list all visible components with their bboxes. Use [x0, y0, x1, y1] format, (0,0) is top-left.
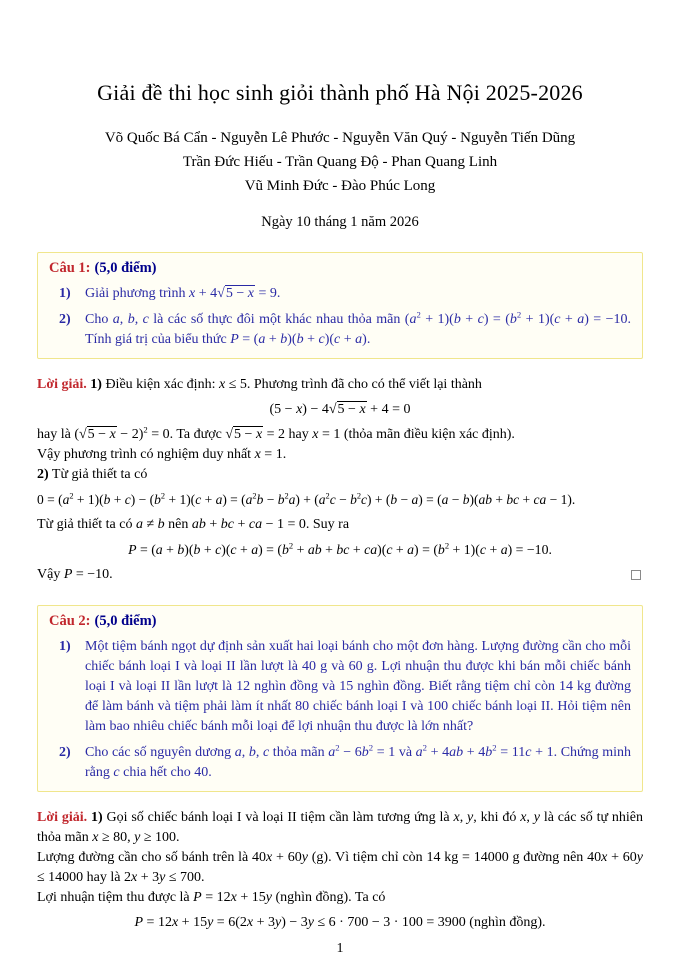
- display-equation: $0 = (a^2 + 1)(b + c) - (b^2 + 1)(c + a) = (a^2b - b^2a) + (a^2c - b^2c) + (b - a) = (a - b)(ab$ + bc + ca − 1).: [37, 491, 576, 507]
- display-equation: P = 12x + 15y = 6(2x + 3y) − 3y ≤ 6 · 700 − 3 · 100 = 3900 (nghìn đồng).: [134, 915, 546, 930]
- problem-2-item-2: [59, 743, 631, 783]
- problem-box-1: [37, 252, 643, 359]
- display-equation: $P = (a + b)(b + c)(c + a) = (b^2$ + ab + bc + $ca)(c + a) = (b^2 + 1)(c + a) = -10$.: [128, 540, 552, 557]
- problem-box-2: [37, 605, 643, 792]
- author-line: Võ Quốc Bá Cẩn - Nguyễn Lê Phước - Nguyễn Văn Quý - Nguyễn Tiến Dũng: [104, 130, 576, 146]
- item-number: 2): [59, 312, 71, 327]
- problem-2-label: Câu 2:: [49, 613, 91, 629]
- item-text: Giải phương trình x + 4√5 − x = 9.: [85, 286, 281, 301]
- problem-2-item-1: [59, 637, 631, 737]
- solution-intro-text: 1) Điều kiện xác định: x ≤ 5. Phương trình đã cho có thể viết lại thành: [90, 377, 482, 392]
- solution-2: [37, 808, 643, 933]
- problem-2-points: (5,0 điểm): [94, 613, 157, 629]
- author-list: [37, 126, 643, 198]
- solution-1: [37, 375, 643, 585]
- item-text: Cho a, b, c là các số thực đôi một khác nhau thỏa mãn $(a^2 + 1)(b + c) = (b^2 + 1)(c + a) = -10$. Tính giá trị của biểu thức P = (a + b)(b + c)(c + a).: [85, 309, 632, 347]
- solution-line: hay là $(√5 - x - 2)^2 = 0$. Ta được √5 − x = 2 hay x = 1 (thỏa mãn điều kiện xác định).: [37, 424, 515, 442]
- solution-label: Lời giải.: [37, 810, 88, 825]
- solution-line: Lượng đường cần cho số bánh trên là 40x + 60y (g). Vì tiệm chỉ còn 14 kg = 14000 g đường nên 40x + 60y ≤ 14000 hay là 2x + 3y ≤ 700.: [37, 850, 644, 885]
- author-line: Trần Đức Hiếu - Trần Quang Độ - Phan Quang Linh: [182, 154, 498, 170]
- solution-line: Từ giả thiết ta có a ≠ b nên ab + bc + ca − 1 = 0. Suy ra: [37, 517, 350, 532]
- author-line: Vũ Minh Đức - Đào Phúc Long: [244, 178, 436, 194]
- solution-line: Lợi nhuận tiệm thu được là P = 12x + 15y (nghìn đồng). Ta có: [37, 890, 386, 905]
- problem-1-label: Câu 1:: [49, 260, 91, 276]
- conclusion-text: Vậy P = −10.: [37, 567, 113, 582]
- problem-1-item-1: [59, 284, 631, 304]
- qed-square-icon: [631, 570, 641, 580]
- solution-line: 2) Từ giả thiết ta có: [37, 467, 148, 482]
- problem-2-header: [49, 612, 631, 631]
- item-text: Cho các số nguyên dương a, b, c thỏa mãn $a^2 - 6b^2 = 1$ và $a^2 + 4ab + 4b^2 = 11c + 1$. Chứng minh rằng c chia hết cho 40.: [85, 742, 632, 780]
- display-equation: (5 − x) − 4√5 − x + 4 = 0: [269, 402, 411, 417]
- item-text: Một tiệm bánh ngọt dự định sản xuất hai loại bánh cho một đơn hàng. Lượng đường cần cho mỗi chiếc bánh loại I và loại II lần lượt là 40 g và 60 g. Lợi nhuận thu được khi bán mỗi chiếc bánh loại I và loại II lần lượt là 12 nghìn đồng và 15 nghìn đồng. Biết rằng tiệm chỉ còn 14 kg đường để làm bánh và tiệm phải làm ít nhất 80 chiếc bánh loại I và 100 chiếc bánh loại II. Hỏi tiệm nên làm bao nhiêu chiếc bánh mỗi loại để lợi nhuận thu được là lớn nhất?: [85, 639, 631, 734]
- item-number: 2): [59, 745, 71, 760]
- problem-1-item-2: [59, 310, 631, 350]
- solution-conclusion: [37, 565, 643, 585]
- page-number: 1: [336, 941, 344, 956]
- document-date: Ngày 10 tháng 1 năm 2026: [261, 214, 419, 230]
- solution-label: Lời giải.: [37, 377, 87, 392]
- problem-1-points: (5,0 điểm): [94, 260, 157, 276]
- solution-line: Vậy phương trình có nghiệm duy nhất x = 1.: [37, 447, 287, 462]
- solution-2-intro: [37, 808, 643, 848]
- page-title: Giải đề thi học sinh giỏi thành phố Hà Nội 2025-2026: [97, 80, 583, 105]
- item-number: 1): [59, 639, 71, 654]
- solution-1-intro: [37, 375, 643, 395]
- solution-intro-text: 1) Gọi số chiếc bánh loại I và loại II tiệm cần làm tương ứng là x, y, khi đó x, y là các số tự nhiên thỏa mãn x ≥ 80, y ≥ 100.: [37, 810, 644, 845]
- problem-1-header: [49, 259, 631, 278]
- item-number: 1): [59, 286, 71, 301]
